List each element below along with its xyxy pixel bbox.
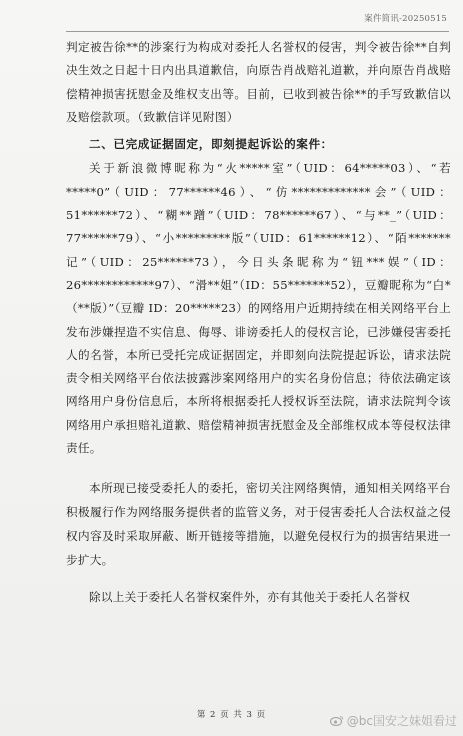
watermark-text: @bc国安之妹姐看过 xyxy=(346,714,457,728)
paragraph-judgment: 判定被告徐**的涉案行为构成对委托人名誉权的侵害，判令被告徐**自判决生效之日起十日内出具道歉信，向原告肖战赔礼道歉，并向原告肖战赔偿精神损害抚慰金及维权支出等。目前，已收到被告徐**的手写致歉信以及赔偿款项。（致歉信详见附图） xyxy=(66,40,451,124)
weibo-logo-icon xyxy=(330,715,344,726)
document-body xyxy=(66,36,451,610)
section-heading-2: 二、已完成证据固定，即刻提起诉讼的案件： xyxy=(89,137,333,152)
paragraph-monitoring: 本所现已接受委托人的委托，密切关注网络舆情，通知相关网络平台积极履行作为网络服务提供者的监管义务，对于侵害委托人合法权益之侵权内容及时采取屏蔽、断开链接等措施，以避免侵权行为的损害结果进一步扩大。 xyxy=(66,481,451,568)
paragraph-evidence: 关于新浪微博昵称为“火*****室”（UID：64*****03）、“若*****0”（UID：77******46）、“仿*************会”（UID：51******72）、“糊**蹭”（UID：78******67）、“与**_”（UID：77******79）、“小*********版”（UID：61******12）、“陌*******记”（UID：25******73），今日头条昵称为“钮***娱”（ID：26************97）、“滑**姐”（ID：55*******52），豆瓣昵称为“白*（**版）”（豆瓣 ID：20*****23）的网络用户近期持续在相关网络平台上发布涉嫌捏造不实信息、侮辱、诽谤委托人的侵权言论，已涉嫌侵害委托人的名誉，本所已受托完成证据固定，并即刻向法院提起诉讼，请求法院责令相关网络平台依法披露涉案网络用户的实名身份信息；待依法确定该网络用户身份信息后，本所将根据委托人授权诉至法院，请求法院判令该网络用户承担赔礼道歉、赔偿精神损害抚慰金及全部维权成本等侵权法律责任。 xyxy=(66,161,451,456)
watermark xyxy=(330,712,457,729)
page-number: 第 2 页 共 3 页 xyxy=(196,710,267,720)
paragraph-other-cases: 除以上关于委托人名誉权案件外，亦有其他关于委托人名誉权 xyxy=(89,590,411,605)
header-rule xyxy=(66,31,449,32)
header-tag: 案件简讯-20250515 xyxy=(364,14,447,24)
